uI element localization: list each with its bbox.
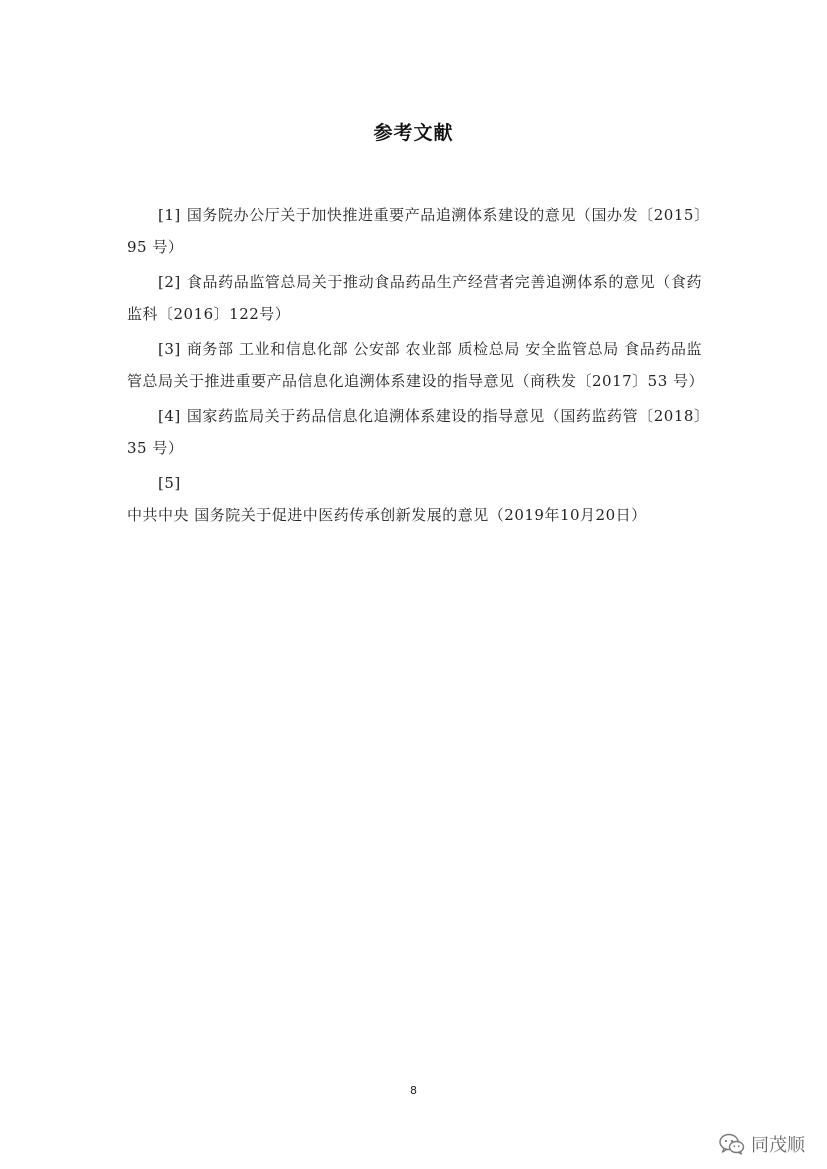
reference-number: [5] — [158, 474, 181, 492]
reference-text: 国家药监局关于药品信息化追溯体系建设的指导意见（国药监药管〔2018〕35 号） — [127, 407, 702, 457]
wechat-watermark — [719, 1131, 805, 1157]
reference-item — [127, 400, 702, 464]
reference-item — [127, 199, 702, 263]
page-number: 8 — [410, 1084, 417, 1097]
reference-item — [127, 333, 705, 397]
reference-number: [3] — [158, 340, 181, 358]
reference-list — [127, 199, 705, 531]
reference-number: [1] — [158, 206, 181, 224]
reference-text: 商务部 工业和信息化部 公安部 农业部 质检总局 安全监管总局 食品药品监管总局关于推进重要产品信息化追溯体系建设的指导意见（商秩发〔2017〕53 号） — [127, 340, 705, 390]
wechat-icon — [719, 1133, 745, 1155]
reference-number: [4] — [158, 407, 181, 425]
reference-text: 国务院办公厅关于加快推进重要产品追溯体系建设的意见（国办发〔2015〕95 号） — [127, 206, 702, 256]
reference-number: [2] — [158, 273, 181, 291]
reference-item — [127, 467, 702, 531]
reference-text: 中共中央 国务院关于促进中医药传承创新发展的意见（2019年10月20日） — [127, 506, 647, 524]
reference-text: 食品药品监管总局关于推动食品药品生产经营者完善追溯体系的意见（食药监科〔2016〕122号） — [127, 273, 702, 323]
reference-item — [127, 266, 702, 330]
watermark-label: 同茂顺 — [751, 1135, 805, 1156]
page-title: 参考文献 — [373, 122, 454, 144]
